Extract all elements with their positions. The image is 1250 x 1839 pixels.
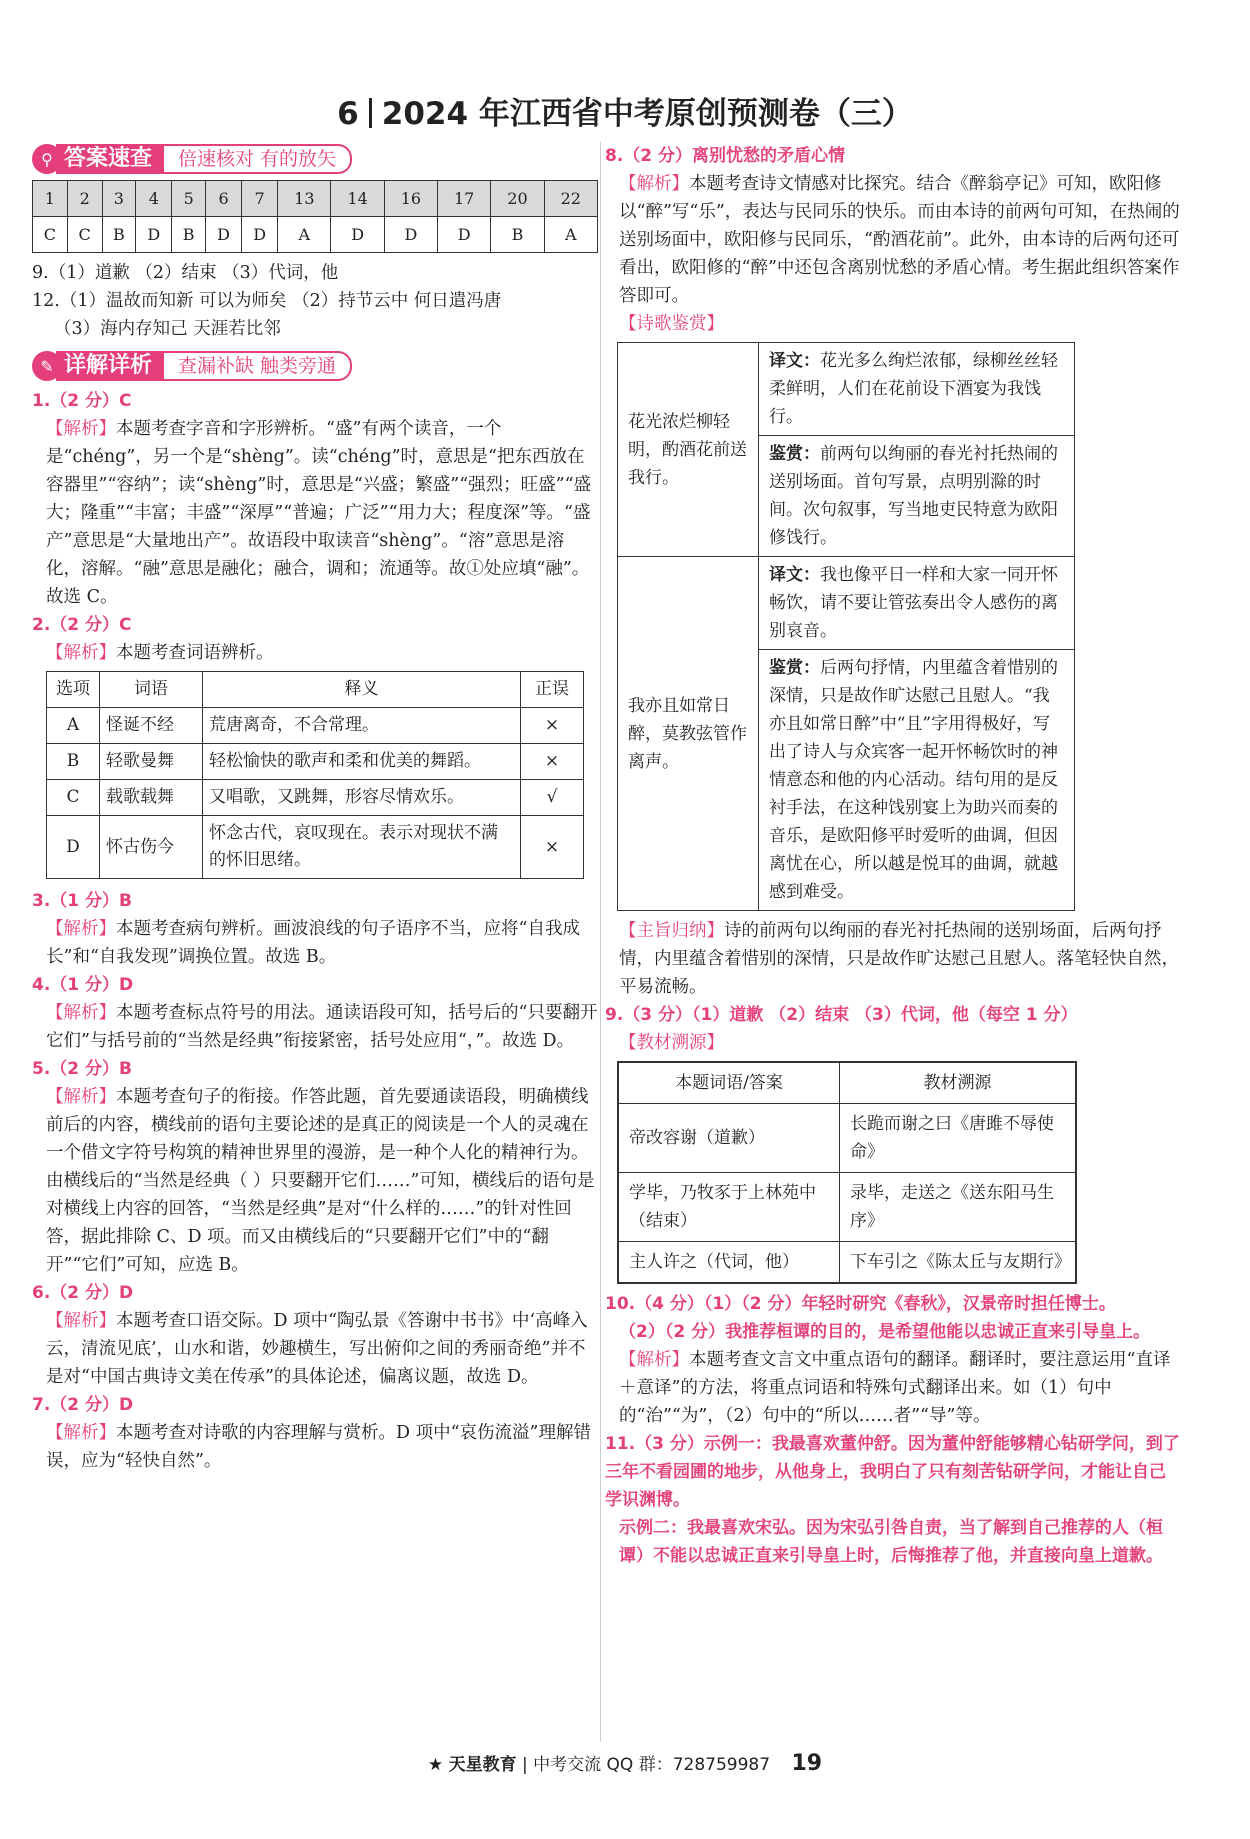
title-text: 2024 年江西省中考原创预测卷（三） <box>381 96 913 132</box>
answer-number-cell: 2 <box>67 181 102 217</box>
poem-appreciation-tag: 【诗歌鉴赏】 <box>619 314 724 334</box>
question-4-head: 4.（1 分）D <box>32 975 134 995</box>
answer-number-cell: 14 <box>331 181 384 217</box>
left-column <box>32 142 598 1475</box>
answer-value-cell: D <box>136 217 172 253</box>
answer-value-cell: C <box>33 217 68 253</box>
question-6-head: 6.（2 分）D <box>32 1283 134 1303</box>
answer-value-cell: B <box>172 217 206 253</box>
banner-tagline: 倍速核对 有的放矢 <box>162 144 352 174</box>
title-divider <box>369 98 372 128</box>
question-1-head: 1.（2 分）C <box>32 391 132 411</box>
quick-answer-12a: 12.（1）温故而知新 可以为师矣 （2）持节云中 何日遣冯唐 <box>32 291 502 311</box>
question-6-analysis: 【解析】本题考查口语交际。D 项中“陶弘景《答谢中书书》中‘高峰入云，清流见底’，山水和谐，妙趣横生，写出俯仰之间的秀丽奇绝”并不是对“中国古典诗文美在传承”的具体论述，偏离议题，故选 D。 <box>46 1311 588 1387</box>
banner-tagline: 查漏补缺 触类旁通 <box>162 351 352 381</box>
magnifier-icon: ⚲ <box>32 144 62 174</box>
answer-value-cell: D <box>331 217 384 253</box>
poem-translation-1: 译文：花光多么绚烂浓郁，绿柳丝丝轻柔鲜明，人们在花前设下酒宴为我饯行。 <box>759 343 1075 436</box>
poem-appreciation-2: 鉴赏：后两句抒情，内里蕴含着惜别的深情，只是故作旷达慰己且慰人。“我亦且如常日醉”中“且”字用得极好，写出了诗人与众宾客一起开怀畅饮时的神情意态和他的内心活动。结句用的是反衬手法，在这种饯别宴上为助兴而奏的音乐，是欧阳修平时爱听的曲调，但因离忧在心，所以越是悦耳的曲调，就越感到难受。 <box>759 650 1075 911</box>
clipboard-icon: ✎ <box>32 351 62 381</box>
answer-number-cell: 22 <box>544 181 597 217</box>
banner-label: 答案速查 <box>56 144 162 174</box>
answer-value-cell: D <box>206 217 242 253</box>
question-9-head: 9.（3 分）（1）道歉 （2）结束 （3）代词，他（每空 1 分） <box>605 1005 1078 1025</box>
brand-name: 天星教育 <box>448 1755 517 1775</box>
quick-answer-12b: （3）海内存知己 天涯若比邻 <box>54 319 281 339</box>
poem-line-1: 花光浓烂柳轻明，酌酒花前送我行。 <box>618 343 759 557</box>
answer-number-cell: 5 <box>172 181 206 217</box>
answer-number-cell: 3 <box>102 181 136 217</box>
answer-value-cell: A <box>278 217 331 253</box>
quick-answer-9: 9.（1）道歉 （2）结束 （3）代词，他 <box>32 263 339 283</box>
answer-quick-check-banner <box>32 144 598 174</box>
poem-translation-2: 译文：我也像平日一样和大家一同开怀畅饮，请不要让管弦奏出令人感伤的离别哀音。 <box>759 557 1075 650</box>
word-table: 选项 词语 释义 正误 A 怪诞不经 荒唐离奇，不合常理。 × B 轻歌曼舞 轻松愉快的歌声和柔和优美的舞蹈。 × C 载歌载舞 又唱歌，又跳舞，形容尽情欢乐。 √ D 怀古伤今 怀念古代，哀叹现在。表示对现状不满的怀旧思绪。 × <box>46 671 584 879</box>
answer-number-cell: 20 <box>491 181 544 217</box>
answer-value-cell: A <box>544 217 597 253</box>
page-footer: ★ 天星教育 | 中考交流 QQ 群：728759987 19 <box>427 1751 823 1776</box>
answer-value-cell: D <box>384 217 437 253</box>
detailed-analysis-banner <box>32 351 598 381</box>
question-7-analysis: 【解析】本题考查对诗歌的内容理解与赏析。D 项中“哀伤流溢”理解错误，应为“轻快自然”。 <box>46 1423 591 1471</box>
question-3-head: 3.（1 分）B <box>32 891 132 911</box>
answer-value-cell: D <box>242 217 278 253</box>
answer-number-cell: 16 <box>384 181 437 217</box>
answer-number-cell: 17 <box>438 181 491 217</box>
answer-value-cell: B <box>102 217 136 253</box>
poem-appreciation-1: 鉴赏：前两句以绚丽的春光衬托热闹的送别场面。首句写景，点明别滁的时间。次句叙事，写当地吏民特意为欧阳修饯行。 <box>759 436 1075 557</box>
question-3-analysis: 【解析】本题考查病句辨析。画波浪线的句子语序不当，应将“自我成长”和“自我发现”调换位置。故选 B。 <box>46 919 580 967</box>
answer-number-cell: 7 <box>242 181 278 217</box>
question-5-head: 5.（2 分）B <box>32 1059 132 1079</box>
question-8-analysis: 【解析】本题考查诗文情感对比探究。结合《醉翁亭记》可知，欧阳修以“醉”写“乐”，表达与民同乐的快乐。而由本诗的前两句可知，在热闹的送别场面中，欧阳修与民同乐，“酌酒花前”。此外，由本诗的后两句还可看出，欧阳修的“醉”中还包含离别忧愁的矛盾心情。考生据此组织答案作答即可。 <box>619 174 1180 306</box>
question-2-analysis: 【解析】本题考查词语辨析。 <box>46 643 274 663</box>
question-2-head: 2.（2 分）C <box>32 615 132 635</box>
answer-number-cell: 1 <box>33 181 68 217</box>
theme-summary: 【主旨归纳】诗的前两句以绚丽的春光衬托热闹的送别场面，后两句抒情，内里蕴含着惜别的深情，只是故作旷达慰己且慰人。落笔轻快自然，平易流畅。 <box>619 921 1179 997</box>
banner-label: 详解详析 <box>56 351 162 381</box>
question-4-analysis: 【解析】本题考查标点符号的用法。通读语段可知，括号后的“只要翻开它们”与括号前的“当然是经典”衔接紧密，括号处应用“，”。故选 D。 <box>46 1003 598 1051</box>
answer-number-cell: 13 <box>278 181 331 217</box>
qq-group-info: 中考交流 QQ 群：728759987 <box>533 1755 771 1775</box>
answer-number-cell: 4 <box>136 181 172 217</box>
textbook-source-tag: 【教材溯源】 <box>619 1033 724 1053</box>
right-column <box>605 142 1180 1570</box>
question-10-head: 10.（4 分）（1）（2 分）年轻时研究《春秋》，汉景帝时担任博士。 <box>605 1294 1116 1314</box>
question-1-analysis: 【解析】本题考查字音和字形辨析。“盛”有两个读音，一个是“chéng”，另一个是“shèng”。读“chéng”时，意思是“把东西放在容器里”“容纳”；读“shèng”时，意思是“兴盛；繁盛”“强烈；旺盛”“盛大；隆重”“丰富；丰盛”“深厚”“普遍；广泛”“用力大；程度深”等。“盛产”意思是“大量地出产”。故语段中取读音“shèng”。“溶”意思是溶化，溶解。“融”意思是融化；融合，调和；流通等。故①处应填“融”。故选 C。 <box>46 419 592 607</box>
poem-table <box>617 342 1075 911</box>
question-5-analysis: 【解析】本题考查句子的衔接。作答此题，首先要通读语段，明确横线前后的内容，横线前的语句主要论述的是真正的阅读是一个人的灵魂在一个借文字符号构筑的精神世界里的漫游，是一种个人化的精神行为。由横线后的“当然是经典（ ）只要翻开它们……”可知，横线后的语句是对横线上内容的回答，“当然是经典”是对“什么样的……”的针对性回答，据此排除 C、D 项。而又由横线后的“只要翻开它们”中的“翻开”“它们”可知，应选 B。 <box>46 1087 595 1275</box>
question-10-analysis: 【解析】本题考查文言文中重点语句的翻译。翻译时，要注意运用“直译＋意译”的方法，将重点词语和特殊句式翻译出来。如（1）句中的“治”“为”，（2）句中的“所以……者”“导”等。 <box>619 1350 1171 1426</box>
question-7-head: 7.（2 分）D <box>32 1395 134 1415</box>
question-11-example-1: 11.（3 分）示例一：我最喜欢董仲舒。因为董仲舒能够精心钻研学问，到了三年不看园圃的地步，从他身上，我明白了只有刻苦钻研学问，才能让自己学识渊博。 <box>605 1434 1180 1510</box>
page-number: 19 <box>791 1751 823 1776</box>
answer-table <box>32 180 598 253</box>
answer-value-cell: B <box>491 217 544 253</box>
poem-line-2: 我亦且如常日醉，莫教弦管作离声。 <box>618 557 759 911</box>
answer-number-cell: 6 <box>206 181 242 217</box>
page-title <box>0 88 1250 133</box>
question-10-answer-2: （2）（2 分）我推荐桓谭的目的，是希望他能以忠诚正直来引导皇上。 <box>619 1322 1151 1342</box>
question-8-head: 8.（2 分）离别忧愁的矛盾心情 <box>605 146 846 166</box>
answer-value-cell: D <box>438 217 491 253</box>
star-logo-icon: ★ <box>427 1755 444 1775</box>
paper-number: 6 <box>337 96 359 132</box>
column-divider <box>600 142 601 1742</box>
question-11-example-2: 示例二：我最喜欢宋弘。因为宋弘引咎自责，当了解到自己推荐的人（桓谭）不能以忠诚正直来引导皇上时，后悔推荐了他，并直接向皇上道歉。 <box>619 1518 1163 1566</box>
answer-value-cell: C <box>67 217 102 253</box>
source-table: 本题词语/答案 教材溯源 帝改容谢（道歉） 长跪而谢之曰《唐雎不辱使命》 学毕，乃牧豕于上林苑中（结束） 录毕，走送之《送东阳马生序》 主人许之（代词，他） 下车引之《陈太丘与友期行》 <box>617 1061 1077 1284</box>
